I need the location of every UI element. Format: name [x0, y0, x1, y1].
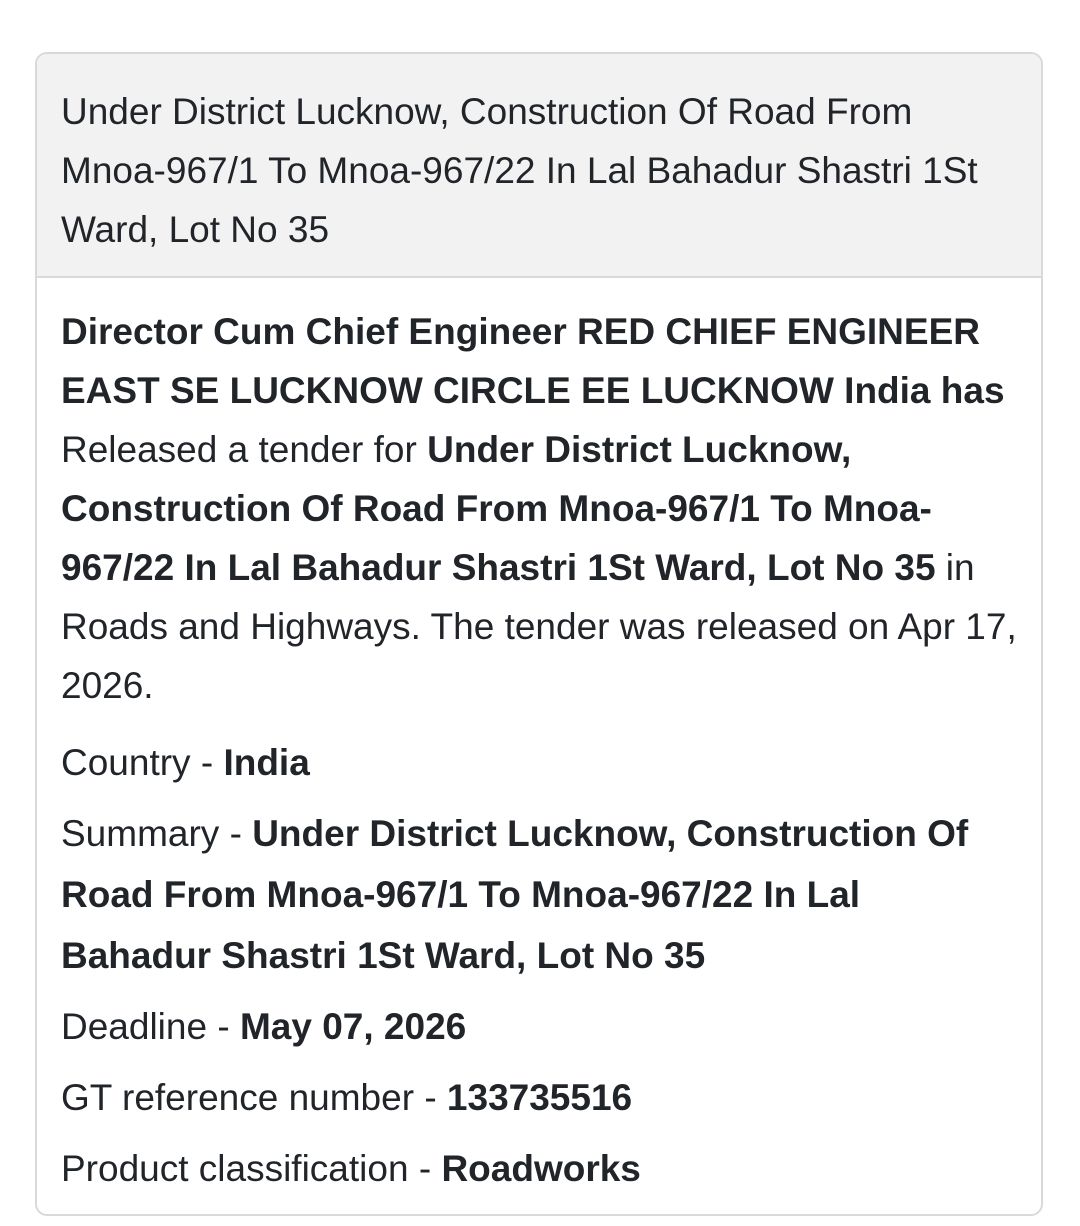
tender-card	[35, 52, 1043, 1216]
deadline-field	[61, 991, 1017, 1062]
gt-reference-value: 133735516	[446, 1077, 633, 1118]
summary-label: Summary -	[61, 813, 253, 854]
deadline-value: May 07, 2026	[239, 1006, 467, 1047]
country-value: India	[223, 742, 310, 783]
description-tender-title: Under District Lucknow, Construction Of Road From Mnoa-967/1 To Mnoa-967/22 In Lal Bahadur Shastri 1St Ward, Lot No 35	[61, 429, 936, 588]
tender-title: Under District Lucknow, Construction Of Road From Mnoa-967/1 To Mnoa-967/22 In Lal Bahadur Shastri 1St Ward, Lot No 35	[61, 91, 978, 250]
released-text: Released a tender for	[61, 429, 428, 470]
product-classification-label: Product classification -	[61, 1148, 442, 1189]
summary-value: Under District Lucknow, Construction Of Road From Mnoa-967/1 To Mnoa-967/22 In Lal Bahadur Shastri 1St Ward, Lot No 35	[61, 813, 969, 976]
tender-card-body	[37, 278, 1041, 1204]
country-field	[61, 727, 1017, 798]
tender-description	[61, 302, 1017, 715]
product-classification-field	[61, 1133, 1017, 1204]
summary-field	[61, 798, 1017, 991]
in-text: in	[935, 547, 975, 588]
gt-reference-field	[61, 1062, 1017, 1133]
deadline-label: Deadline -	[61, 1006, 240, 1047]
tender-card-header	[37, 54, 1041, 278]
authority-text: Director Cum Chief Engineer RED CHIEF ENGINEER EAST SE LUCKNOW CIRCLE EE LUCKNOW India has	[61, 311, 1005, 411]
gt-reference-label: GT reference number -	[61, 1077, 447, 1118]
product-classification-value: Roadworks	[441, 1148, 641, 1189]
country-label: Country -	[61, 742, 224, 783]
sector-text: Roads and Highways. The tender was released on Apr 17, 2026.	[61, 606, 1017, 706]
